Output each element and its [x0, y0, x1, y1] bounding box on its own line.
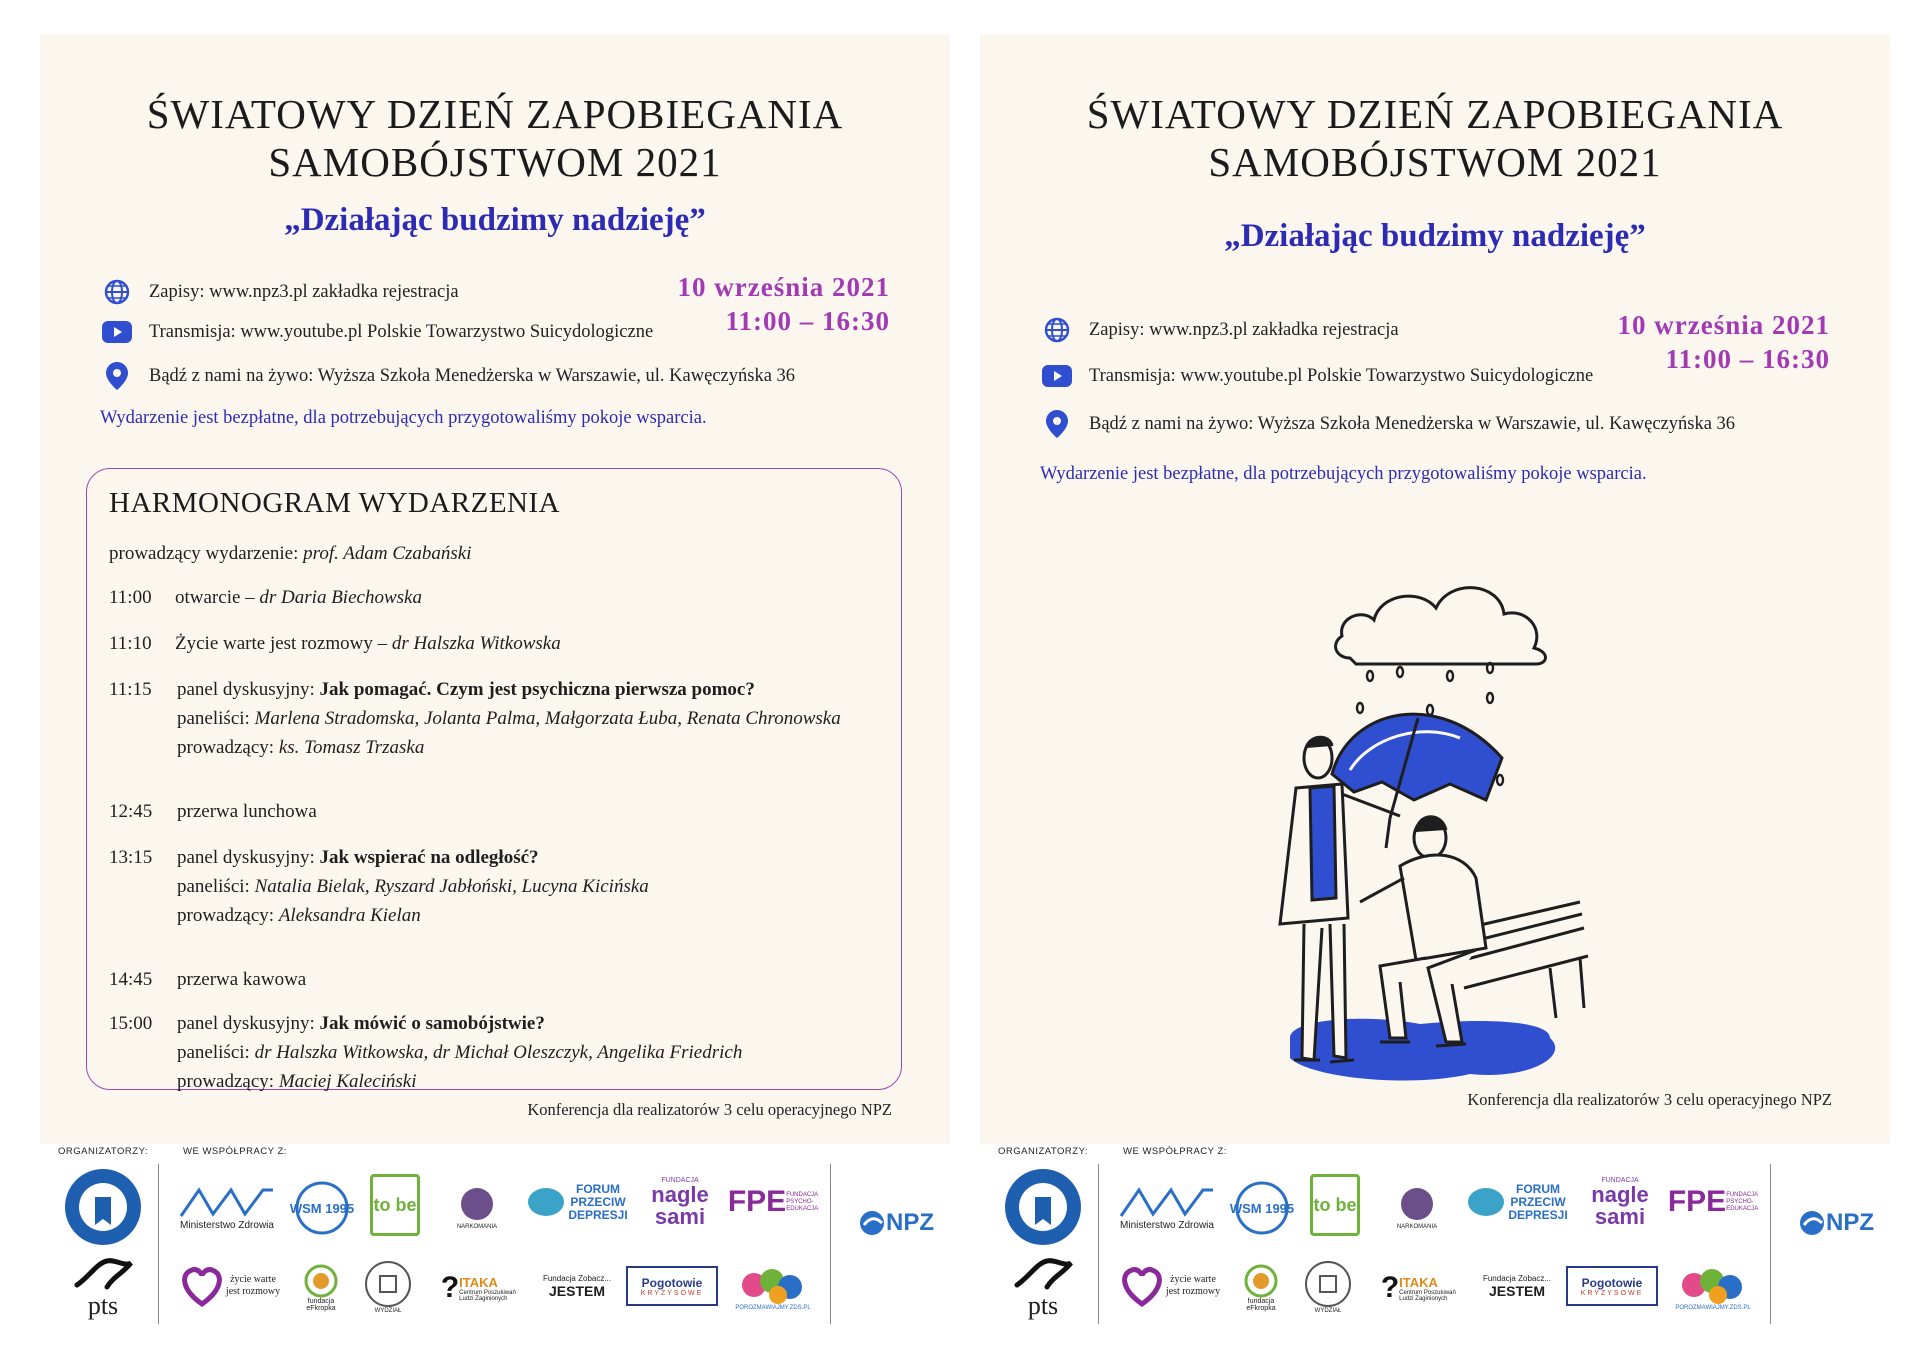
- poster-title: ŚWIATOWY DZIEŃ ZAPOBIEGANIA SAMOBÓJSTWOM 2021: [1086, 91, 1784, 185]
- sitting-person: [1360, 817, 1486, 1046]
- poster-motto: „Działając budzimy nadzieję”: [284, 202, 706, 238]
- location-row: [1043, 410, 1735, 438]
- pts-logo: pts: [1008, 1254, 1078, 1324]
- itaka-logo: ? ITAKA Centrum Poszukiwań Ludzi Zaginionych: [440, 1271, 516, 1304]
- wsm-logo-icon: [289, 1181, 355, 1235]
- mz-logo-icon: [177, 1184, 277, 1220]
- itaka-logo: ? ITAKA Centrum Poszukiwań Ludzi Zaginionych: [1380, 1271, 1456, 1304]
- narkomania-logo-icon: [457, 1184, 497, 1224]
- mz-logo-icon: [1117, 1184, 1217, 1220]
- event-date-block: [678, 270, 890, 338]
- wsm-logo-icon: [1229, 1181, 1295, 1235]
- zycie-warte-logo: życie warte jest rozmowy: [1114, 1256, 1224, 1316]
- partner-logos-left: [40, 1144, 950, 1350]
- pogotowie-logo: Pogotowie KRYZYSOWE: [1566, 1266, 1658, 1306]
- wsm-logo: [289, 1178, 355, 1238]
- registration-text: Zapisy: www.npz3.pl zakładka rejestracja: [1089, 319, 1399, 340]
- conference-note: Konferencja dla realizatorów 3 celu operacyjnego NPZ: [1467, 1090, 1832, 1109]
- svg-text:WSM 1995: WSM 1995: [289, 1201, 355, 1216]
- event-date-block: [1618, 308, 1830, 376]
- broadcast-row: [1043, 362, 1593, 390]
- jestem-logo: Fundacja Zobacz... JESTEM: [542, 1273, 612, 1299]
- forum-logo-icon: [1466, 1184, 1506, 1220]
- broadcast-text: Transmisja: www.youtube.pl Polskie Towarzystwo Suicydologiczne: [1089, 365, 1594, 386]
- heart-icon: [178, 1264, 226, 1308]
- fpe-logo: FPE FUNDACJA PSYCHO-EDUKACJA: [727, 1185, 819, 1218]
- free-note: Wydarzenie jest bezpłatne, dla potrzebujących przygotowaliśmy pokoje wsparcia.: [1040, 464, 1647, 484]
- registration-row: [1043, 316, 1399, 344]
- schedule-host: prowadzący wydarzenie: prof. Adam Czabański: [109, 543, 472, 564]
- location-text: Bądź z nami na żywo: Wyższa Szkoła Menedżerska w Warszawie, ul. Kawęczyńska 36: [149, 365, 796, 386]
- svg-text:WSM 1995: WSM 1995: [1229, 1201, 1295, 1216]
- location-text: Bądź z nami na żywo: Wyższa Szkoła Menedżerska w Warszawie, ul. Kawęczyńska 36: [1089, 413, 1736, 434]
- tobe-logo: to be: [370, 1174, 420, 1236]
- npz-logo: NPZ: [1786, 1198, 1886, 1248]
- wsm-logo: [1229, 1178, 1295, 1238]
- wydzial-logo: WYDZIAŁ: [1300, 1256, 1356, 1318]
- narkomania-logo: NARKOMANIA: [444, 1172, 510, 1242]
- globe-icon: [103, 278, 131, 306]
- pts-logo: pts: [68, 1254, 138, 1324]
- organizers-label: ORGANIZATORZY:: [58, 1146, 149, 1157]
- broadcast-row: [103, 318, 653, 346]
- fpe-logo: FPE FUNDACJA PSYCHO-EDUKACJA: [1667, 1185, 1759, 1218]
- cloud-icon: [1336, 588, 1546, 664]
- registration-row: [103, 278, 459, 306]
- npz-logo-icon: [1798, 1209, 1826, 1237]
- ipin-logo-icon: [63, 1167, 143, 1247]
- forum-logo-icon: [526, 1184, 566, 1220]
- map-pin-icon: [103, 362, 131, 390]
- event-time: 11:00 – 16:30: [1665, 344, 1830, 374]
- organizers-label: ORGANIZATORZY:: [998, 1146, 1089, 1157]
- heart-icon: [1118, 1264, 1166, 1308]
- pts-figure-icon: [73, 1259, 133, 1293]
- partner-logos-right: [980, 1144, 1890, 1350]
- poster-title: ŚWIATOWY DZIEŃ ZAPOBIEGANIA SAMOBÓJSTWOM 2021: [146, 91, 844, 185]
- puddle: [1290, 1019, 1555, 1081]
- porozmawiajmy-logo-icon: [1678, 1265, 1748, 1305]
- zycie-warte-logo: życie warte jest rozmowy: [174, 1256, 284, 1316]
- schedule-title: HARMONOGRAM WYDARZENIA: [109, 487, 561, 519]
- poster-motto: „Działając budzimy nadzieję”: [1224, 218, 1646, 254]
- tobe-logo: to be: [1310, 1174, 1360, 1236]
- efkropka-logo-icon: [304, 1264, 338, 1298]
- ipin-logo: [1002, 1166, 1084, 1248]
- youtube-icon: [1043, 362, 1071, 390]
- youtube-icon: [103, 318, 131, 346]
- map-pin-icon: [1043, 410, 1071, 438]
- pogotowie-logo: Pogotowie KRYZYSOWE: [626, 1266, 718, 1306]
- porozmawiajmy-logo: POROZMAWIAJMY.ZDS.PL: [1670, 1256, 1756, 1320]
- registration-text: Zapisy: www.npz3.pl zakładka rejestracja: [149, 281, 459, 302]
- porozmawiajmy-logo-icon: [738, 1265, 808, 1305]
- mz-logo: Ministerstwo Zdrowia: [172, 1172, 282, 1242]
- free-note: Wydarzenie jest bezpłatne, dla potrzebujących przygotowaliśmy pokoje wsparcia.: [100, 408, 707, 428]
- efkropka-logo: fundacja eFkropka: [298, 1256, 344, 1320]
- nagle-sami-logo: FUNDACJA nagle sami: [651, 1176, 709, 1229]
- forum-depresja-logo: FORUM PRZECIW DEPRESJI: [1464, 1174, 1572, 1230]
- narkomania-logo-icon: [1397, 1184, 1437, 1224]
- ipin-logo: [62, 1166, 144, 1248]
- event-date: 10 września 2021: [1617, 310, 1830, 340]
- conference-note: Konferencja dla realizatorów 3 celu operacyjnego NPZ: [527, 1100, 892, 1119]
- forum-depresja-logo: FORUM PRZECIW DEPRESJI: [524, 1174, 632, 1230]
- globe-icon: [1043, 316, 1071, 344]
- event-date: 10 września 2021: [677, 272, 890, 302]
- umbrella-illustration: [1250, 548, 1770, 1094]
- wydzial-logo-icon: [1304, 1260, 1352, 1308]
- standing-person: [1280, 737, 1400, 1062]
- poster-right: [980, 34, 1890, 1144]
- npz-logo-icon: [858, 1209, 886, 1237]
- cooperation-label: WE WSPÓŁPRACY Z:: [183, 1146, 287, 1157]
- npz-logo: NPZ: [846, 1198, 946, 1248]
- porozmawiajmy-logo: POROZMAWIAJMY.ZDS.PL: [730, 1256, 816, 1320]
- efkropka-logo: fundacja eFkropka: [1238, 1256, 1284, 1320]
- mz-logo: Ministerstwo Zdrowia: [1112, 1172, 1222, 1242]
- event-time: 11:00 – 16:30: [725, 306, 890, 336]
- wydzial-logo-icon: [364, 1260, 412, 1308]
- broadcast-text: Transmisja: www.youtube.pl Polskie Towarzystwo Suicydologiczne: [149, 321, 654, 342]
- efkropka-logo-icon: [1244, 1264, 1278, 1298]
- jestem-logo: Fundacja Zobacz... JESTEM: [1482, 1273, 1552, 1299]
- pts-figure-icon: [1013, 1259, 1073, 1293]
- wydzial-logo: WYDZIAŁ: [360, 1256, 416, 1318]
- poster-left: [40, 34, 950, 1144]
- narkomania-logo: NARKOMANIA: [1384, 1172, 1450, 1242]
- nagle-sami-logo: FUNDACJA nagle sami: [1591, 1176, 1649, 1229]
- cooperation-label: WE WSPÓŁPRACY Z:: [1123, 1146, 1227, 1157]
- schedule-box: HARMONOGRAM WYDARZENIA prowadzący wydarzenie: prof. Adam Czabański 11:00 otwarcie – dr Daria Biechowska 11:10 Życie warte jest rozmowy – dr Halszka Witkowska 11:15 panel dyskusyjny: Jak pomagać. Czym jest psychiczna pierwsza pomoc? paneliści: Marlena Stradomska, Jolanta Palma, Małgorzata Łuba, Renata Chronowska prowadzący: ks. Tomasz Trzaska 12:45 przerwa lunchowa 13:15 panel dyskusyjny: Jak wspierać na odległość? paneliści: Natalia Bielak, Ryszard Jabłoński, Lucyna Kicińska prowadzący: Aleksandra Kielan 14:45 przerwa kawowa 15:00 panel dyskusyjny: Jak mówić o samobójstwie? paneliści: dr Halszka Witkowska, dr Michał Oleszczyk, Angelika Friedrich prowadzący: Maciej Kaleciński: [86, 468, 902, 1090]
- ipin-logo-icon: [1003, 1167, 1083, 1247]
- location-row: [103, 362, 795, 390]
